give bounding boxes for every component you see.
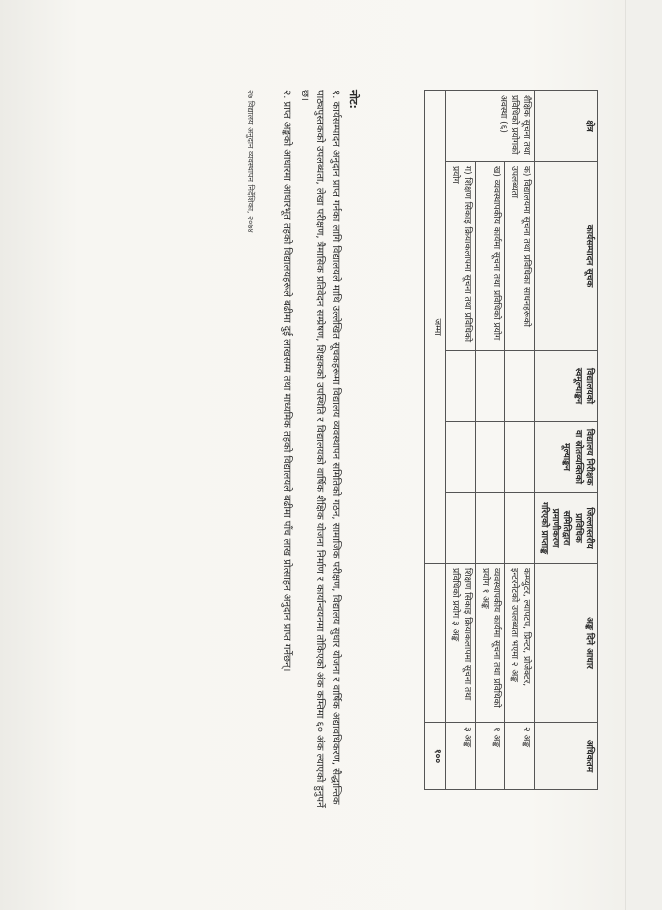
indicator-cell: ग) शिक्षण सिकाइ क्रियाकलापमा सूचना तथा प्रविधिको प्रयोग [446, 162, 476, 351]
total-spacer [425, 564, 446, 723]
verification-cell [505, 493, 535, 564]
supervisor-eval-cell [505, 422, 535, 493]
header-total-marks: अधिकतम [534, 723, 597, 790]
supervisor-eval-cell [446, 422, 476, 493]
verification-cell [446, 493, 476, 564]
total-row [425, 91, 446, 790]
header-area: क्षेत्र [534, 91, 597, 162]
total-value: १०० [425, 723, 446, 790]
self-eval-cell [505, 351, 535, 422]
basis-cell: शिक्षण सिकाइ क्रियाकलापमा सूचना तथा प्रविधिको प्रयोग ३ अङ्क [446, 564, 476, 723]
header-supervisor-eval: विद्यालय निरीक्षक वा स्रोतव्यक्तिको मूल्याङ्कन [534, 422, 597, 493]
header-school-self-eval: विद्यालयको स्वमूल्याङ्कन [534, 351, 597, 422]
notes-title: नोट: [347, 90, 360, 109]
area-cell: शैक्षिक सूचना तथा प्रविधिको प्रयोगको अवस्था (६) [446, 91, 535, 162]
table-header-row [534, 91, 597, 790]
marks-cell: २ अङ्क [505, 723, 535, 790]
self-eval-cell [446, 351, 476, 422]
marks-cell: ३ अङ्क [446, 723, 476, 790]
indicator-cell: क) विद्यालयमा सूचना तथा प्रविधिका साधनहरूको उपलब्धता [505, 162, 535, 351]
table-row [475, 91, 505, 790]
header-indicator: कार्यसम्पादन सूचक [534, 162, 597, 351]
basis-cell: व्यवस्थापकीय कार्यमा सूचना तथा प्रविधिको प्रयोग १ अङ्क [475, 564, 505, 723]
page-footer: २७ विद्यालय अनुदान व्यवस्थापन निर्देशिका, २०७४ [246, 90, 255, 233]
marks-cell: १ अङ्क [475, 723, 505, 790]
table-row [446, 91, 476, 790]
self-eval-cell [475, 351, 505, 422]
supervisor-eval-cell [475, 422, 505, 493]
notes-section [277, 90, 362, 810]
header-district-verification: जिल्लास्तरीय प्राविधिक समितिद्वारा प्रमाणीकरण गरिएको प्राप्ताङ्क [534, 493, 597, 564]
verification-cell [475, 493, 505, 564]
total-label: जम्मा [425, 91, 446, 564]
adjacent-page-edge [625, 0, 662, 910]
header-marks-basis: अङ्क दिने आधार [534, 564, 597, 723]
note-item: २. प्राप्त अङ्कको आधारमा आधारभूत तहको विद्यालयहरूले बढीमा दुई लाखसम्म तथा माध्यमिक तहको विद्यालयले बढीमा पाँच लाख प्रोत्साहन अनुदान प्राप्त गर्नेछन्। [281, 90, 293, 672]
rotated-content [30, 30, 630, 880]
table-row [505, 91, 535, 790]
performance-indicator-table [424, 90, 598, 790]
note-item: १. कार्यसम्पादन अनुदान प्राप्त गर्नका लागि विद्यालयले माथि उल्लेखित सूचकहरूमा विद्यालय व्यवस्थापन समितिको गठन, सामाजिक परीक्षण, विद्यालय सुधार योजना र वार्षिक अद्यावधिकरण, सैद्धान्तिक पाठ्यपुस्तकको उपलब्धता, लेखा परीक्षण, त्रैमासिक प्रतिवेदन सम्प्रेषण, शिक्षकको उपस्थिति र विद्यालयको वार्षिक शैक्षिक योजना निर्माण र कार्यान्वयनमा तोकिएको अंक कम्तिमा ६० अंक ल्याएको हुनुपर्ने छ। [298, 90, 341, 808]
indicator-cell: ख) व्यवस्थापकीय कार्यमा सूचना तथा प्रविधिको प्रयोग [475, 162, 505, 351]
basis-cell: कम्प्युटर, ल्यापटप, प्रिन्टर, प्रोजेक्टर, इन्टरनेटको उपलब्धता भएमा २ अङ्क [505, 564, 535, 723]
